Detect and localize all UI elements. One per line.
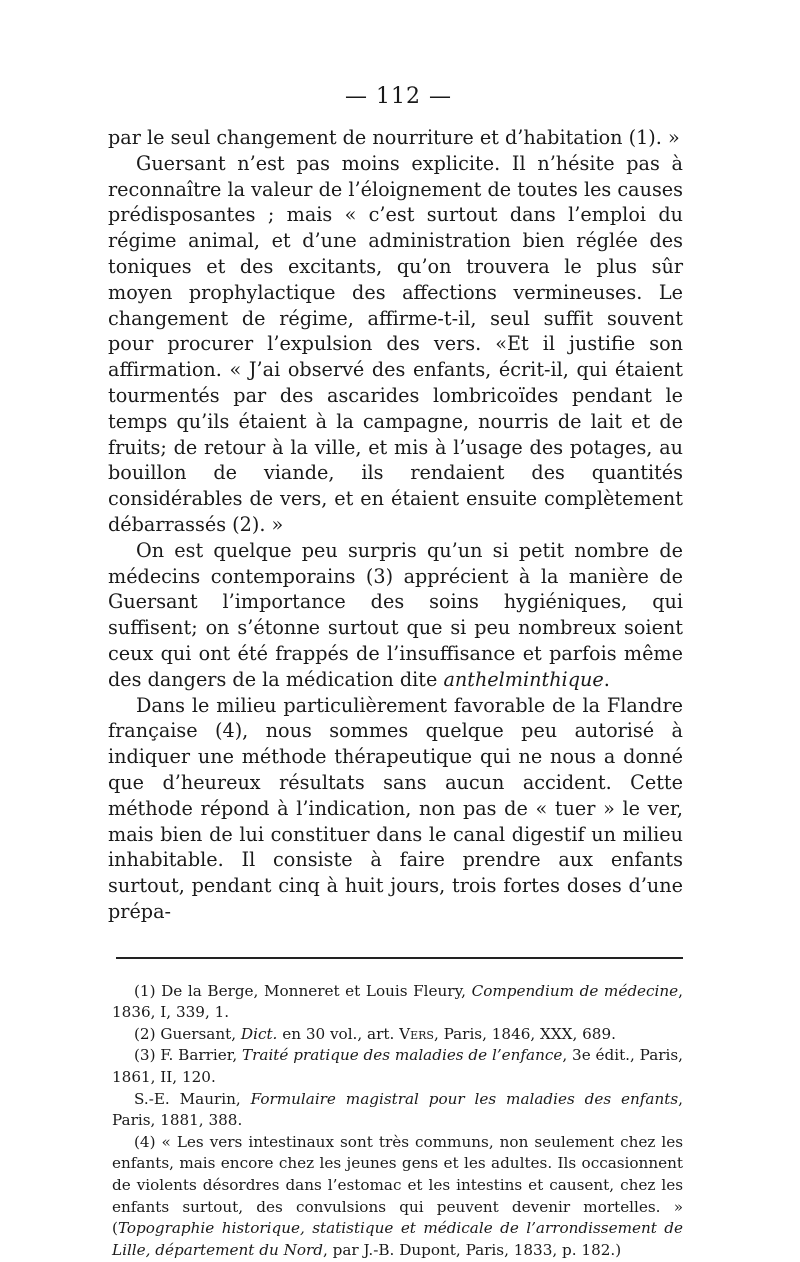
footnote-text: S.-E. Maurin, [134,1089,251,1108]
main-text [108,125,683,925]
footnote-divider [116,957,683,959]
footnote-text: (2) Guersant, [134,1024,241,1043]
footnote [112,1024,683,1046]
footnote [112,1045,683,1088]
footnote-title: Traité pratique des maladies de l’enfance [242,1046,563,1065]
paragraph [108,538,683,693]
paragraph-text: . [603,667,610,691]
paragraph: par le seul changement de nourriture et d’habitation (1). » [108,126,680,149]
footnote-text: en 30 vol., art. [277,1024,400,1043]
footnote-text: , Paris, 1846, XXX, 689. [433,1024,616,1043]
paragraph: Guersant n’est pas moins explicite. Il n’hésite pas à reconnaître la valeur de l’éloignement de toutes les causes prédisposantes ; mais « c’est surtout dans l’emploi du régime animal, et d’une administration bien réglée des toniques et des excitants, qu’on trouvera le plus sûr moyen prophylactique des affections vermineuses. Le changement de régime, affirme-t-il, seul suffit souvent pour procurer l’expulsion des vers. «Et il justifie son affirmation. « J’ai observé des enfants, écrit-il, qui étaient tourmentés par des ascarides lombricoïdes pendant le temps qu’ils étaient à la campagne, nourris de lait et de fruits; de retour à la ville, et mis à l’usage des potages, au bouillon de viande, ils rendaient des quantités considérables de vers, et en étaient ensuite complètement débarrassés (2). » [108,151,683,536]
footnote-text: , 1836, I, 339, 1. [112,981,683,1022]
footnote-title: Formulaire magistral pour les maladies des enfants [250,1089,679,1108]
footnote [112,981,683,1024]
paragraph-text: On est quelque peu surpris qu’un si petit nombre de médecins contemporains (3) apprécient à la manière de Guersant l’importance des soins hygiéniques, qui suffisent; on s’étonne surtout que si peu nombreux soient ceux qui ont été frappés de l’insuffisance et parfois même des dangers de la médication dite [108,538,683,691]
footnotes [112,981,683,1262]
footnote-text: (4) « Les vers intestinaux sont très communs, non seulement chez les enfants, mais encore chez les jeunes gens et les adultes. Ils occasionnent de violents désordres dans l’estomac et les intestins et causent, chez les enfants surtout, des convulsions qui peuvent devenir mortelles. » ( [112,1132,683,1238]
footnote [112,1132,683,1262]
italic-term: anthelminthique [443,667,604,691]
footnote-text: , Paris, 1881, 388. [112,1089,683,1130]
book-page [108,84,683,1261]
footnote-text: (1) De la Berge, Monneret et Louis Fleury, [134,981,472,1000]
page-number: — 112 — [345,84,452,109]
footnote-title: Compendium de médecine [471,981,679,1000]
footnote-title: Topographie historique, statistique et médicale de l’arrondissement de Lille, département du Nord [112,1219,683,1259]
footnote-text: , 3e édit., Paris, 1861, II, 120. [112,1046,683,1087]
footnote [112,1089,683,1132]
footnote-text: , par J.-B. Dupont, Paris, 1833, p. 182.) [323,1240,622,1259]
footnote-text: (3) F. Barrier, [134,1046,242,1065]
footnote-article: Vers [399,1024,434,1043]
paragraph: Dans le milieu particulièrement favorable de la Flandre française (4), nous sommes quelque peu autorisé à indiquer une méthode thérapeutique qui ne nous a donné que d’heureux résultats sans aucun accident. Cette méthode répond à l’indication, non pas de « tuer » le ver, mais bien de lui constituer dans le canal digestif un milieu inhabitable. Il consiste à faire prendre aux enfants surtout, pendant cinq à huit jours, trois fortes doses d’une prépa- [108,693,683,923]
footnote-title: Dict. [240,1024,278,1043]
